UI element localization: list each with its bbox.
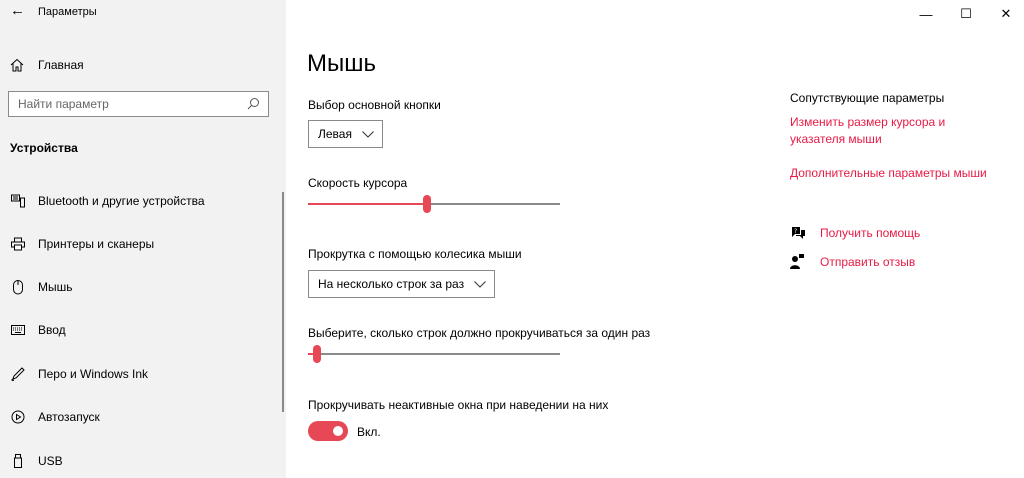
home-label: Главная: [38, 58, 84, 72]
chevron-down-icon: [362, 131, 374, 138]
related-settings-title: Сопутствующие параметры: [790, 91, 945, 105]
sidebar-item-usb[interactable]: [0, 446, 282, 476]
get-help-label: Получить помощь: [820, 226, 921, 240]
help-chat-icon: [790, 226, 808, 240]
printer-icon: [10, 237, 26, 251]
sidebar-item-label: Ввод: [38, 323, 66, 337]
toggle-state-label: Вкл.: [357, 425, 381, 439]
slider-fill: [308, 203, 427, 205]
sidebar-item-label: USB: [38, 454, 63, 468]
slider-thumb[interactable]: [423, 195, 431, 213]
close-button[interactable]: ✕: [1000, 6, 1012, 21]
slider-thumb[interactable]: [313, 345, 321, 363]
autoplay-icon: [10, 410, 26, 424]
lines-to-scroll-slider[interactable]: [308, 344, 560, 364]
get-help-link[interactable]: [790, 226, 920, 240]
cursor-size-link-line2: указателя мыши: [790, 132, 882, 146]
sidebar-item-autoplay[interactable]: [0, 402, 282, 432]
svg-text:?: ?: [794, 228, 798, 235]
search-input[interactable]: [9, 92, 243, 116]
sidebar-item-typing[interactable]: [0, 315, 282, 345]
pen-icon: [10, 367, 26, 381]
feedback-person-icon: [790, 254, 808, 270]
cursor-speed-label: Скорость курсора: [308, 176, 408, 190]
maximize-button[interactable]: ☐: [960, 6, 972, 21]
wheel-scroll-label: Прокрутка с помощью колесика мыши: [308, 247, 522, 261]
minimize-button[interactable]: —: [919, 6, 933, 22]
send-feedback-label: Отправить отзыв: [820, 255, 916, 269]
mouse-icon: [10, 280, 26, 295]
chevron-down-icon: [474, 281, 486, 288]
slider-track: [308, 353, 560, 355]
primary-button-value: Левая: [318, 127, 352, 141]
sidebar-item-label: Принтеры и сканеры: [38, 237, 155, 251]
additional-mouse-settings-link[interactable]: Дополнительные параметры мыши: [790, 166, 987, 180]
cursor-size-link-line1: Изменить размер курсора и: [790, 115, 946, 129]
sidebar-item-label: Автозапуск: [38, 410, 100, 424]
usb-icon: [10, 454, 26, 468]
sidebar: [0, 0, 286, 478]
inactive-scroll-label: Прокручивать неактивные окна при наведении на них: [308, 398, 609, 412]
sidebar-item-label: Bluetooth и другие устройства: [38, 194, 205, 208]
page-title: Мышь: [307, 50, 376, 77]
keyboard-icon: [10, 325, 26, 335]
cursor-size-link[interactable]: [790, 114, 945, 148]
home-icon: [10, 58, 26, 72]
bluetooth-devices-icon: [10, 194, 26, 208]
search-box[interactable]: [8, 91, 269, 117]
wheel-scroll-value: На несколько строк за раз: [318, 277, 465, 291]
wheel-scroll-dropdown[interactable]: [308, 270, 495, 298]
sidebar-item-label: Мышь: [38, 280, 73, 294]
sidebar-item-label: Перо и Windows Ink: [38, 367, 149, 381]
search-icon[interactable]: [247, 97, 260, 115]
app-title: Параметры: [38, 6, 97, 18]
lines-to-scroll-label: Выберите, сколько строк должно прокручиваться за один раз: [308, 326, 651, 340]
primary-button-dropdown[interactable]: [308, 120, 383, 148]
cursor-speed-slider[interactable]: [308, 194, 560, 214]
inactive-scroll-toggle[interactable]: [308, 421, 348, 441]
send-feedback-link[interactable]: [790, 254, 915, 270]
toggle-knob: [333, 426, 343, 436]
sidebar-item-home[interactable]: [10, 58, 84, 72]
sidebar-item-pen[interactable]: [0, 359, 282, 389]
sidebar-scrollbar[interactable]: [282, 192, 284, 412]
back-arrow-icon[interactable]: ←: [10, 2, 25, 19]
sidebar-item-printers[interactable]: [0, 229, 282, 259]
primary-button-label: Выбор основной кнопки: [308, 98, 441, 112]
sidebar-item-mouse[interactable]: [0, 272, 282, 302]
sidebar-item-bluetooth[interactable]: [0, 186, 282, 216]
section-heading-devices: Устройства: [10, 141, 78, 155]
